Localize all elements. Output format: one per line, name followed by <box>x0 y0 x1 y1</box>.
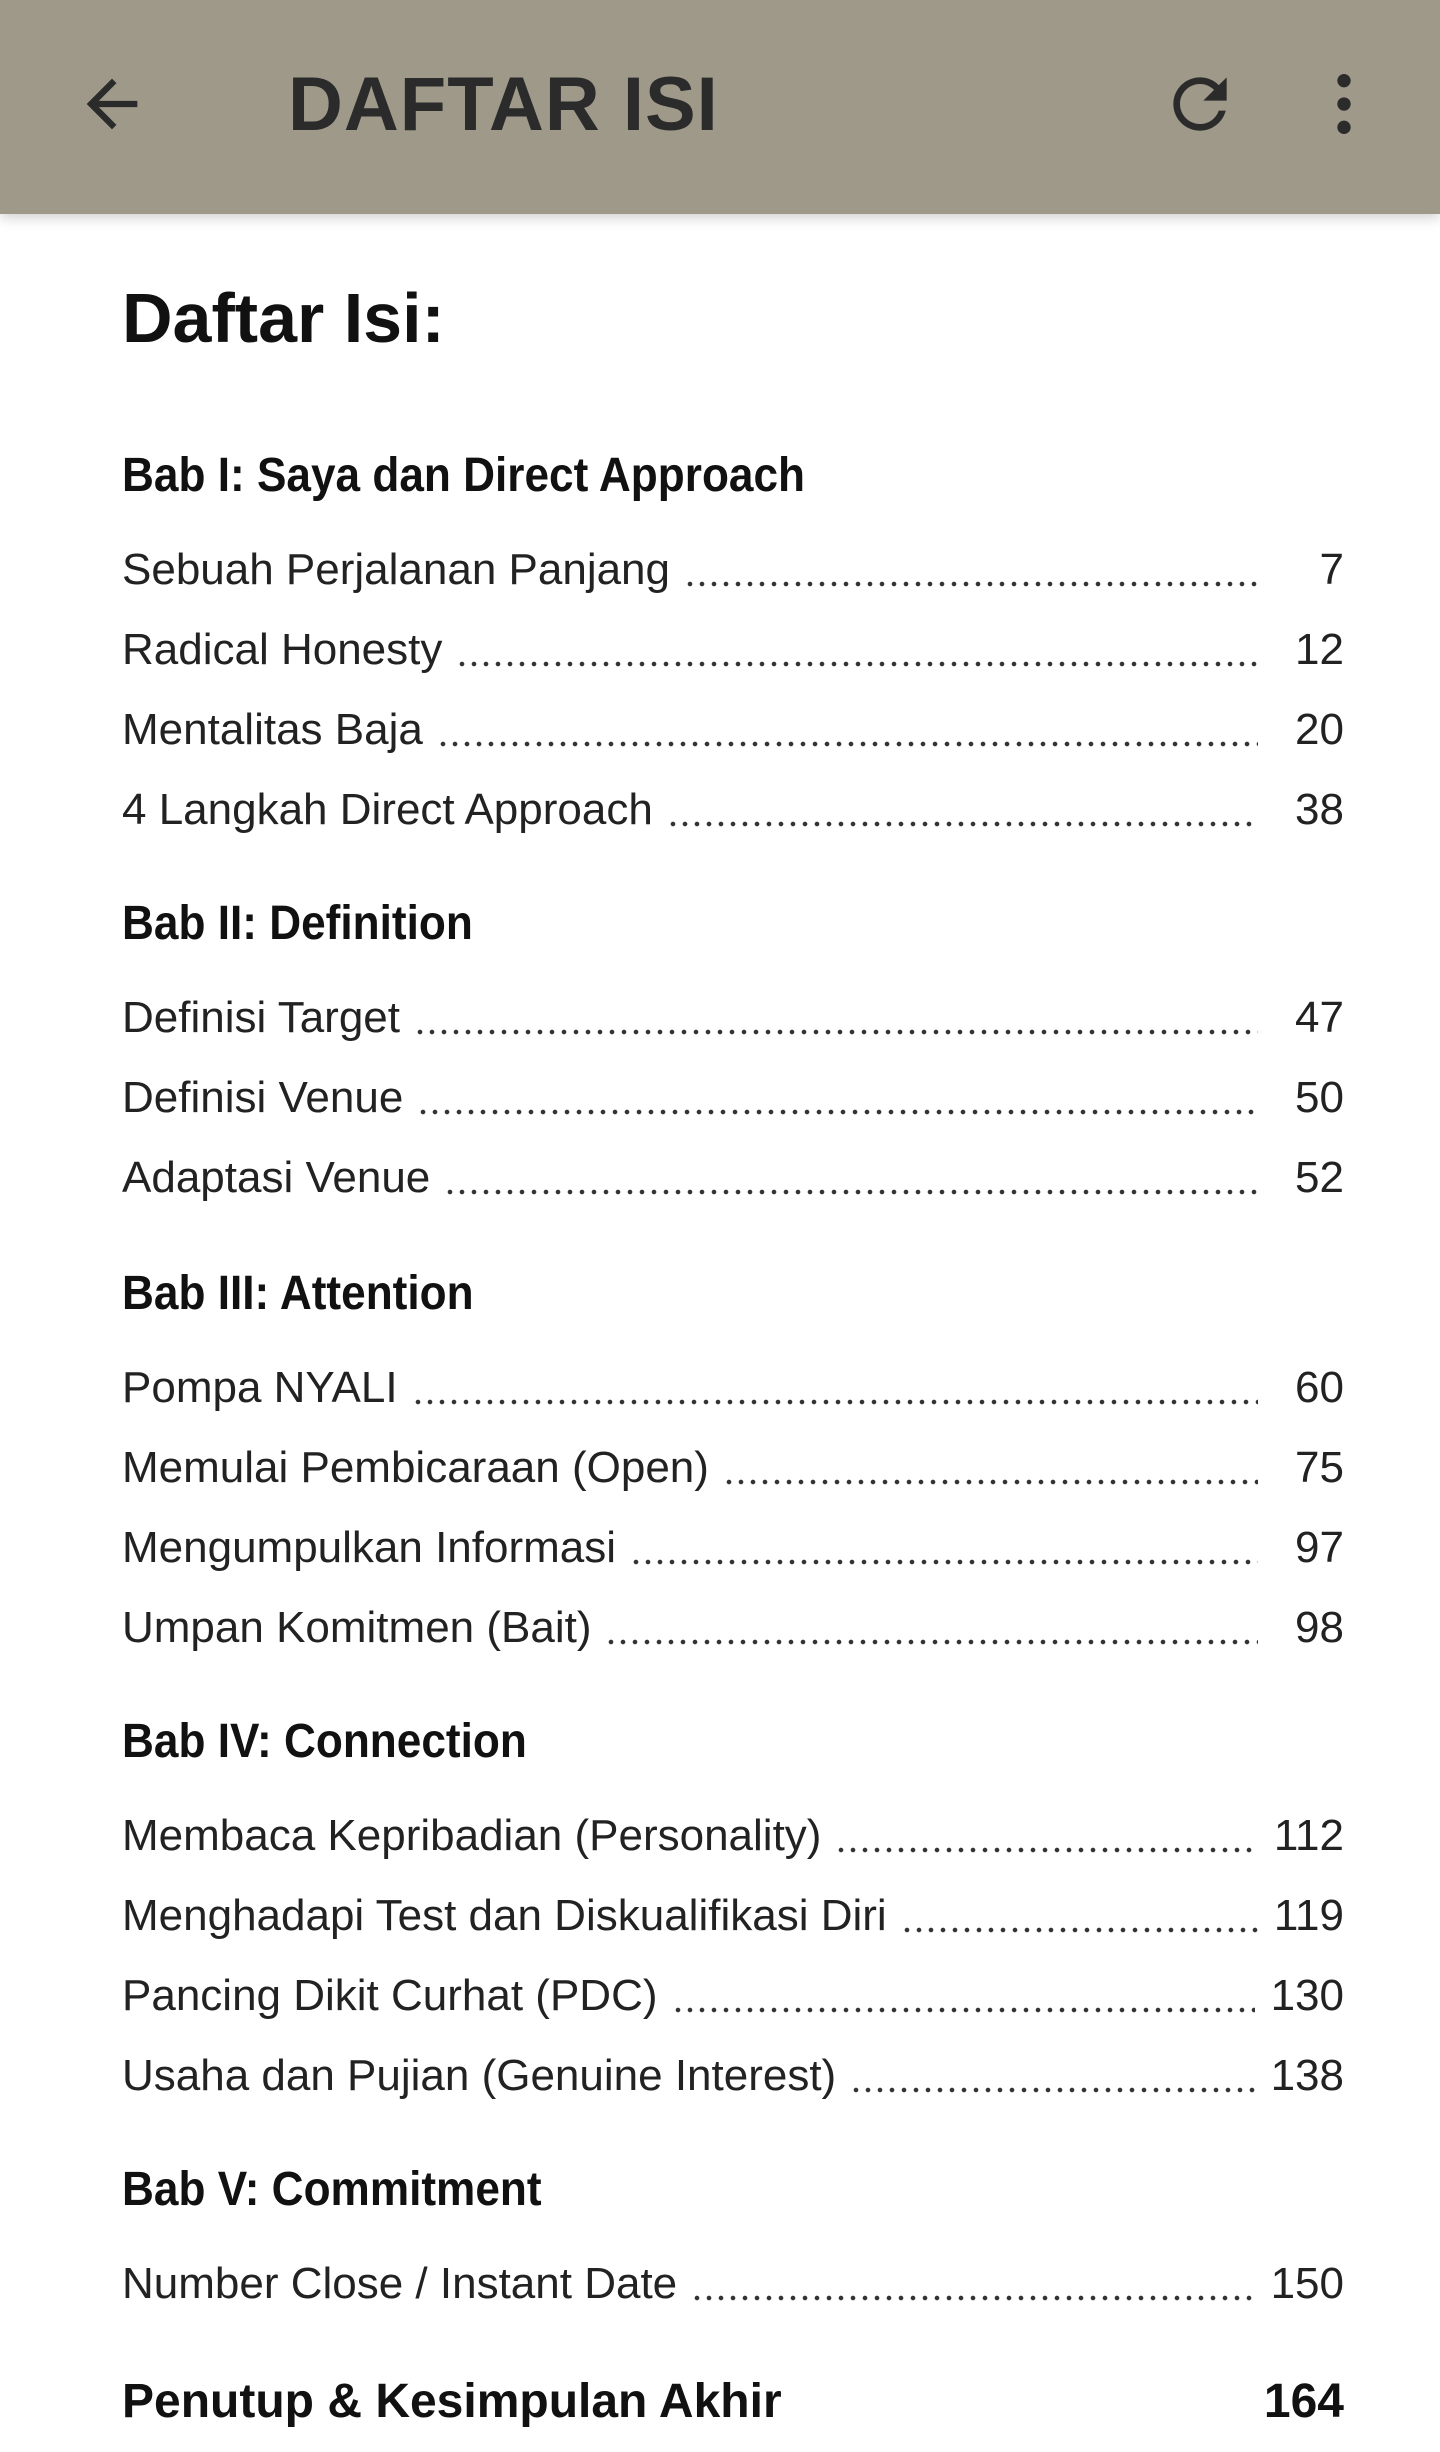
toc-page <box>0 214 1440 2452</box>
arrow-left-icon <box>74 66 150 142</box>
toc-entry-page: 52 <box>1295 1153 1344 1202</box>
toc-entry-label: Number Close / Instant Date <box>122 2259 678 2308</box>
dot-leader <box>723 1478 1258 1486</box>
toc-entry-page: 150 <box>1270 2259 1344 2308</box>
dot-leader <box>850 2086 1254 2094</box>
toc-entry-page: 119 <box>1273 1891 1344 1940</box>
toc-entry-page: 130 <box>1270 1971 1344 2020</box>
toc-entry[interactable] <box>122 1518 1344 1578</box>
toc-entry-label: Usaha dan Pujian (Genuine Interest) <box>122 2051 837 2100</box>
toc-entry-page: 75 <box>1295 1443 1344 1492</box>
toc-entry-label: Pompa NYALI <box>122 1363 398 1412</box>
toc-entry[interactable] <box>122 1438 1344 1498</box>
toc-entry[interactable] <box>122 2254 1344 2314</box>
toc-entry[interactable] <box>122 1806 1344 1866</box>
toc-entry-label: Mengumpulkan Informasi <box>122 1523 617 1572</box>
toc-entry-page: 50 <box>1295 1073 1344 1122</box>
toc-entry[interactable] <box>122 780 1344 840</box>
toc-entry-page: 12 <box>1295 625 1344 674</box>
more-options-button[interactable] <box>1284 44 1404 164</box>
toc-entry-label: Memulai Pembicaraan (Open) <box>122 1443 709 1492</box>
toc-entry[interactable] <box>122 988 1344 1048</box>
toc-entry-label: Definisi Venue <box>122 1073 404 1122</box>
dot-leader <box>630 1558 1258 1566</box>
toc-entry-page: 112 <box>1273 1811 1344 1860</box>
dot-leader <box>672 2006 1255 2014</box>
toc-entry-page: 7 <box>1319 545 1344 594</box>
toc-entry[interactable] <box>122 1148 1344 1208</box>
toc-entry[interactable] <box>122 540 1344 600</box>
dot-leader <box>414 1028 1258 1036</box>
dot-leader <box>437 740 1258 748</box>
dot-leader <box>901 1926 1258 1934</box>
dot-leader <box>667 820 1258 828</box>
toc-entry-page: 98 <box>1295 1603 1344 1652</box>
toc-entry-label: Radical Honesty <box>122 625 443 674</box>
toc-entry[interactable] <box>122 1358 1344 1418</box>
toc-entry-page: 38 <box>1295 785 1344 834</box>
dot-leader <box>444 1188 1258 1196</box>
dot-leader <box>456 660 1258 668</box>
toc-entry-label: Definisi Target <box>122 993 400 1042</box>
app-bar <box>0 0 1440 214</box>
closing-page: 164 <box>1263 2374 1344 2428</box>
toc-heading: Daftar Isi: <box>122 279 445 357</box>
refresh-icon <box>1160 64 1240 144</box>
toc-closing-entry[interactable] <box>122 2368 1344 2434</box>
back-button[interactable] <box>52 44 172 164</box>
toc-entry[interactable] <box>122 1598 1344 1658</box>
dot-leader <box>835 1846 1257 1854</box>
section-title-bab-5: Bab V: Commitment <box>122 2163 542 2216</box>
toc-entry[interactable] <box>122 2046 1344 2106</box>
toc-entry[interactable] <box>122 1886 1344 1946</box>
toc-entry-page: 138 <box>1270 2051 1344 2100</box>
toc-entry[interactable] <box>122 1966 1344 2026</box>
closing-label: Penutup & Kesimpulan Akhir <box>122 2374 782 2428</box>
dot-leader <box>605 1638 1258 1646</box>
toc-entry-page: 60 <box>1295 1363 1344 1412</box>
toc-entry-page: 97 <box>1295 1523 1344 1572</box>
toc-entry-label: 4 Langkah Direct Approach <box>122 785 653 834</box>
section-title-bab-3: Bab III: Attention <box>122 1267 474 1320</box>
toc-entry-label: Adaptasi Venue <box>122 1153 431 1202</box>
toc-entry-label: Pancing Dikit Curhat (PDC) <box>122 1971 658 2020</box>
refresh-button[interactable] <box>1140 44 1260 164</box>
section-title-bab-4: Bab IV: Connection <box>122 1715 527 1768</box>
more-vert-icon <box>1304 64 1384 144</box>
toc-entry-label: Membaca Kepribadian (Personality) <box>122 1811 822 1860</box>
toc-entry[interactable] <box>122 700 1344 760</box>
dot-leader <box>691 2294 1254 2302</box>
app-bar-title: DAFTAR ISI <box>288 62 719 147</box>
section-title-bab-2: Bab II: Definition <box>122 897 473 950</box>
toc-entry-page: 47 <box>1295 993 1344 1042</box>
toc-entry-label: Umpan Komitmen (Bait) <box>122 1603 592 1652</box>
dot-leader <box>417 1108 1258 1116</box>
toc-entry-label: Sebuah Perjalanan Panjang <box>122 545 671 594</box>
toc-entry-label: Mentalitas Baja <box>122 705 423 754</box>
toc-entry[interactable] <box>122 620 1344 680</box>
toc-entry-label: Menghadapi Test dan Diskualifikasi Diri <box>122 1891 887 1940</box>
toc-entry[interactable] <box>122 1068 1344 1128</box>
section-title-bab-1: Bab I: Saya dan Direct Approach <box>122 449 806 502</box>
dot-leader <box>684 580 1258 588</box>
toc-entry-page: 20 <box>1295 705 1344 754</box>
dot-leader <box>412 1398 1258 1406</box>
